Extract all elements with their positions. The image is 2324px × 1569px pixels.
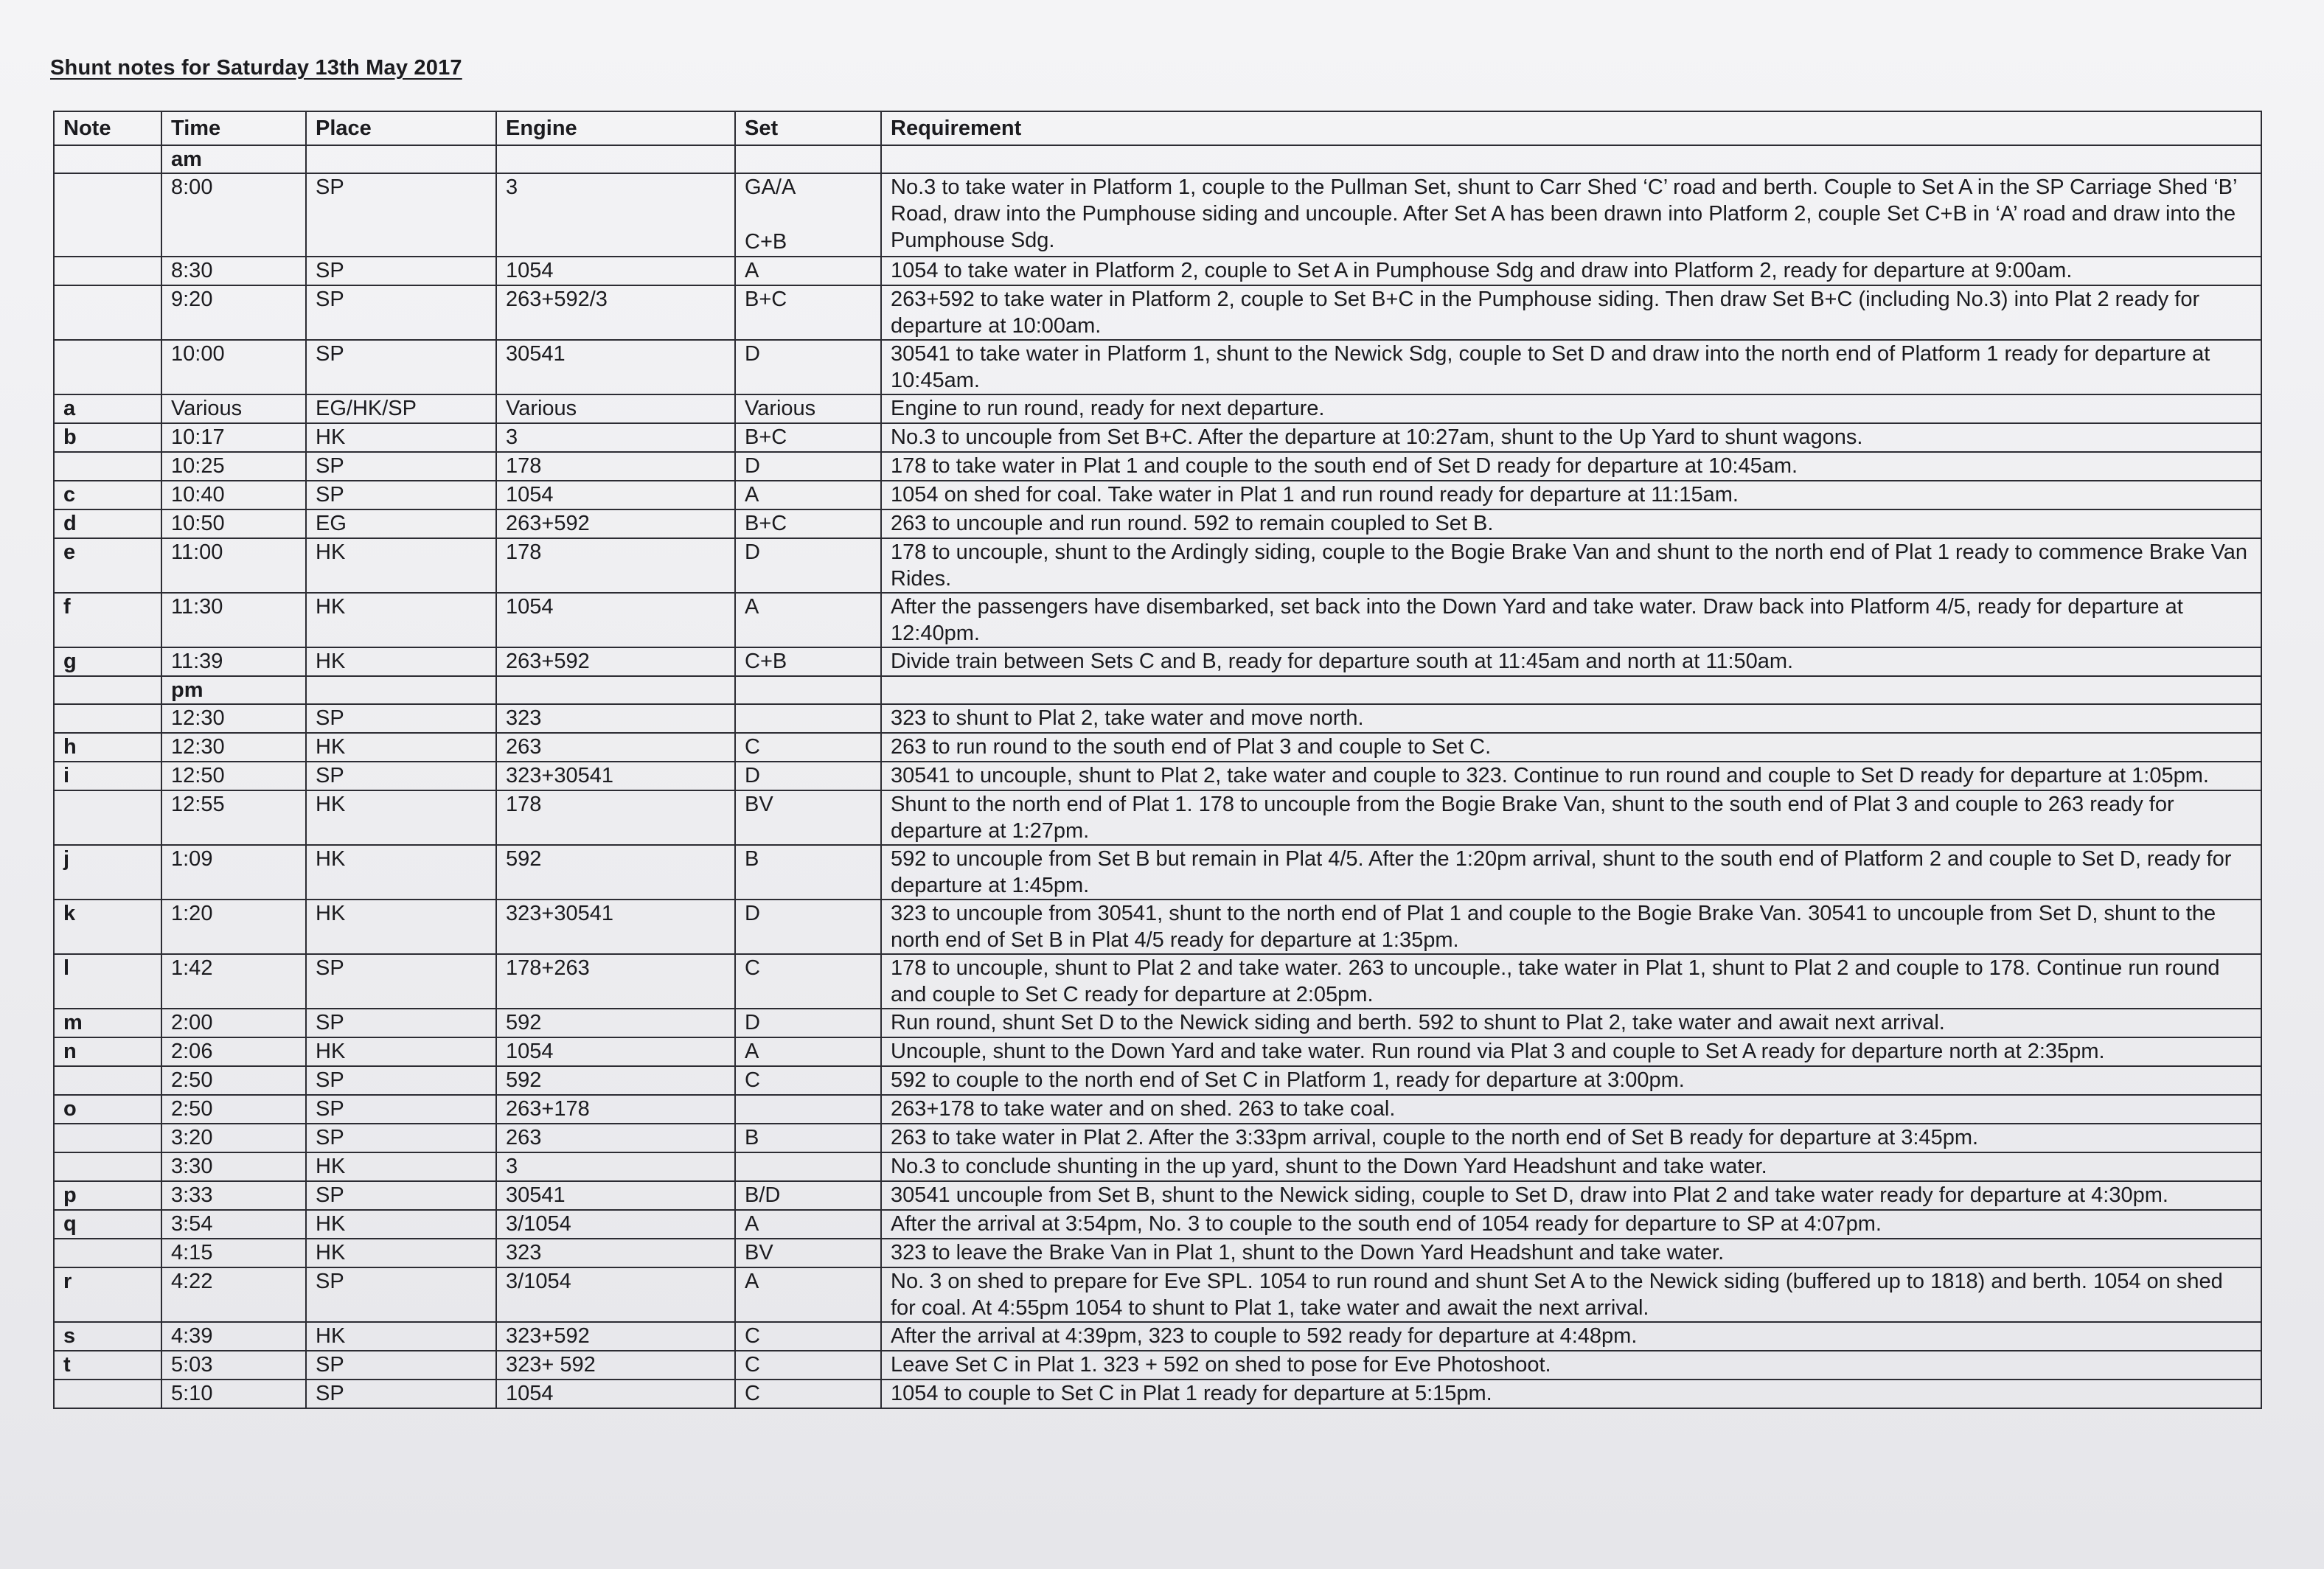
time-cell: 9:20 [161, 285, 306, 340]
set-cell [735, 790, 881, 845]
time-cell: 2:50 [161, 1095, 306, 1124]
table-row [54, 423, 2261, 452]
engine-cell: 178+263 [496, 954, 735, 1009]
time-cell: 1:09 [161, 845, 306, 900]
empty-cell [735, 145, 881, 173]
time-cell: 11:00 [161, 538, 306, 593]
set-value: C [745, 1382, 760, 1405]
set-cell [735, 647, 881, 676]
set-value: C [745, 1353, 760, 1377]
note-cell: i [54, 762, 161, 790]
engine-cell: 3/1054 [496, 1210, 735, 1239]
engine-cell: 178 [496, 538, 735, 593]
table-row [54, 481, 2261, 509]
column-header-engine: Engine [496, 111, 735, 145]
table-row [54, 704, 2261, 733]
set-value: A [745, 483, 759, 507]
place-cell: SP [306, 1267, 496, 1322]
set-cell [735, 1210, 881, 1239]
time-cell: 1:20 [161, 900, 306, 954]
note-cell: o [54, 1095, 161, 1124]
time-cell: 2:00 [161, 1009, 306, 1037]
note-cell: c [54, 481, 161, 509]
column-header-set: Set [735, 111, 881, 145]
set-cell [735, 1267, 881, 1322]
note-cell [54, 340, 161, 394]
set-value: BV [745, 793, 773, 816]
set-cell [735, 1066, 881, 1095]
time-cell: 11:30 [161, 593, 306, 647]
set-cell [735, 1152, 881, 1181]
note-cell: a [54, 394, 161, 423]
requirement-cell: Leave Set C in Plat 1. 323 + 592 on shed to pose for Eve Photoshoot. [881, 1351, 2261, 1380]
set-cell [735, 1181, 881, 1210]
place-cell: HK [306, 790, 496, 845]
requirement-cell: No.3 to conclude shunting in the up yard, shunt to the Down Yard Headshunt and take water. [881, 1152, 2261, 1181]
table-row [54, 1152, 2261, 1181]
engine-cell: 263+592 [496, 647, 735, 676]
place-cell: SP [306, 1124, 496, 1152]
time-cell: 8:00 [161, 173, 306, 257]
engine-cell: 323+592 [496, 1322, 735, 1351]
engine-cell: 1054 [496, 481, 735, 509]
place-cell: SP [306, 1380, 496, 1408]
table-row [54, 790, 2261, 845]
requirement-cell: After the passengers have disembarked, set back into the Down Yard and take water. Draw back into Platform 4/5, ready for departure at 12:40pm. [881, 593, 2261, 647]
place-cell: SP [306, 285, 496, 340]
time-cell: 11:39 [161, 647, 306, 676]
page-title: Shunt notes for Saturday 13th May 2017 [50, 56, 462, 80]
set-cell [735, 538, 881, 593]
place-cell: SP [306, 704, 496, 733]
requirement-cell: Uncouple, shunt to the Down Yard and take water. Run round via Plat 3 and couple to Set A ready for departure north at 2:35pm. [881, 1037, 2261, 1066]
set-cell [735, 1124, 881, 1152]
place-cell: HK [306, 845, 496, 900]
place-cell: SP [306, 481, 496, 509]
table-row [54, 733, 2261, 762]
table-body [54, 145, 2261, 1408]
time-cell: 3:33 [161, 1181, 306, 1210]
empty-cell [54, 145, 161, 173]
engine-cell: 263+178 [496, 1095, 735, 1124]
set-cell [735, 1239, 881, 1267]
note-cell [54, 1124, 161, 1152]
engine-cell: 323+30541 [496, 900, 735, 954]
table-row [54, 1239, 2261, 1267]
set-cell [735, 1009, 881, 1037]
requirement-cell: 178 to uncouple, shunt to the Ardingly siding, couple to the Bogie Brake Van and shunt to the north end of Plat 1 ready to commence Brake Van Rides. [881, 538, 2261, 593]
set-cell [735, 1322, 881, 1351]
requirement-cell: After the arrival at 3:54pm, No. 3 to couple to the south end of 1054 ready for departure to SP at 4:07pm. [881, 1210, 2261, 1239]
note-cell [54, 1152, 161, 1181]
set-cell [735, 285, 881, 340]
time-cell: 4:22 [161, 1267, 306, 1322]
requirement-cell: 592 to uncouple from Set B but remain in Plat 4/5. After the 1:20pm arrival, shunt to the south end of Platform 2 and couple to Set D, ready for departure at 1:45pm. [881, 845, 2261, 900]
period-separator-row [54, 145, 2261, 173]
column-header-note: Note [54, 111, 161, 145]
place-cell: SP [306, 1181, 496, 1210]
engine-cell: 178 [496, 790, 735, 845]
table-row [54, 1066, 2261, 1095]
place-cell: HK [306, 1210, 496, 1239]
set-cell [735, 257, 881, 285]
engine-cell: 263+592/3 [496, 285, 735, 340]
set-value: C+B [745, 650, 787, 673]
note-cell: g [54, 647, 161, 676]
place-cell: SP [306, 173, 496, 257]
column-header-time: Time [161, 111, 306, 145]
set-cell [735, 1095, 881, 1124]
period-label: am [161, 145, 306, 173]
note-cell [54, 452, 161, 481]
engine-cell: 592 [496, 1066, 735, 1095]
time-cell: 12:30 [161, 733, 306, 762]
set-value: Various [745, 397, 816, 420]
engine-cell: 592 [496, 845, 735, 900]
time-cell: 5:10 [161, 1380, 306, 1408]
time-cell: 2:06 [161, 1037, 306, 1066]
requirement-cell: 178 to uncouple, shunt to Plat 2 and take water. 263 to uncouple., take water in Plat 1, shunt to Plat 2 and couple to 178. Continue run round and couple to Set C ready for departure at 2:05pm. [881, 954, 2261, 1009]
engine-cell: 263+592 [496, 509, 735, 538]
note-cell [54, 257, 161, 285]
note-cell: h [54, 733, 161, 762]
time-cell: 12:55 [161, 790, 306, 845]
engine-cell: 3 [496, 423, 735, 452]
engine-cell: 3 [496, 1152, 735, 1181]
requirement-cell: 592 to couple to the north end of Set C in Platform 1, ready for departure at 3:00pm. [881, 1066, 2261, 1095]
requirement-cell: Shunt to the north end of Plat 1. 178 to uncouple from the Bogie Brake Van, shunt to the south end of Plat 3 and couple to 263 ready for departure at 1:27pm. [881, 790, 2261, 845]
set-value: B+C [745, 425, 787, 449]
time-cell: 8:30 [161, 257, 306, 285]
requirement-cell: 263 to run round to the south end of Plat 3 and couple to Set C. [881, 733, 2261, 762]
requirement-cell: Run round, shunt Set D to the Newick siding and berth. 592 to shunt to Plat 2, take water and await next arrival. [881, 1009, 2261, 1037]
place-cell: HK [306, 1239, 496, 1267]
set-value: A [745, 1270, 759, 1293]
note-cell [54, 790, 161, 845]
empty-cell [54, 676, 161, 704]
note-cell: m [54, 1009, 161, 1037]
table-row [54, 173, 2261, 257]
empty-cell [496, 676, 735, 704]
table-row [54, 954, 2261, 1009]
table-row [54, 845, 2261, 900]
set-value: A [745, 1212, 759, 1236]
note-cell [54, 1066, 161, 1095]
engine-cell: 1054 [496, 1380, 735, 1408]
note-cell: t [54, 1351, 161, 1380]
table-row [54, 1210, 2261, 1239]
set-value [745, 705, 873, 732]
set-value [745, 1153, 873, 1180]
note-cell: e [54, 538, 161, 593]
requirement-cell: Engine to run round, ready for next departure. [881, 394, 2261, 423]
place-cell: SP [306, 1009, 496, 1037]
time-cell: 10:17 [161, 423, 306, 452]
table-row [54, 509, 2261, 538]
engine-cell: 592 [496, 1009, 735, 1037]
set-value: B [745, 847, 759, 871]
requirement-cell: 263+178 to take water and on shed. 263 to take coal. [881, 1095, 2261, 1124]
set-value: B+C [745, 288, 787, 311]
requirement-cell: No. 3 on shed to prepare for Eve SPL. 1054 to run round and shunt Set A to the Newick siding (buffered up to 1818) and berth. 1054 on shed for coal. At 4:55pm 1054 to shunt to Plat 1, take water and await the next arrival. [881, 1267, 2261, 1322]
place-cell: SP [306, 762, 496, 790]
place-cell: HK [306, 593, 496, 647]
note-cell: j [54, 845, 161, 900]
empty-cell [881, 676, 2261, 704]
time-cell: 5:03 [161, 1351, 306, 1380]
note-cell: s [54, 1322, 161, 1351]
requirement-cell: 263+592 to take water in Platform 2, couple to Set B+C in the Pumphouse siding. Then draw Set B+C (including No.3) into Plat 2 ready for departure at 10:00am. [881, 285, 2261, 340]
place-cell: HK [306, 423, 496, 452]
time-cell: 1:42 [161, 954, 306, 1009]
set-value: GA/A [745, 175, 796, 199]
requirement-cell: After the arrival at 4:39pm, 323 to couple to 592 ready for departure at 4:48pm. [881, 1322, 2261, 1351]
empty-cell [496, 145, 735, 173]
table-row [54, 1037, 2261, 1066]
note-cell [54, 173, 161, 257]
time-cell: 3:30 [161, 1152, 306, 1181]
table-row [54, 1095, 2261, 1124]
place-cell: SP [306, 452, 496, 481]
place-cell: HK [306, 1152, 496, 1181]
table-row [54, 1267, 2261, 1322]
note-cell: q [54, 1210, 161, 1239]
note-cell [54, 704, 161, 733]
engine-cell: 1054 [496, 1037, 735, 1066]
time-cell: 12:50 [161, 762, 306, 790]
requirement-cell: 1054 on shed for coal. Take water in Plat 1 and run round ready for departure at 11:15am. [881, 481, 2261, 509]
requirement-cell: 30541 to take water in Platform 1, shunt to the Newick Sdg, couple to Set D and draw into the north end of Platform 1 ready for departure at 10:45am. [881, 340, 2261, 394]
period-label: pm [161, 676, 306, 704]
requirement-cell: 323 to leave the Brake Van in Plat 1, shunt to the Down Yard Headshunt and take water. [881, 1239, 2261, 1267]
set-value: B+C [745, 512, 787, 535]
note-cell: l [54, 954, 161, 1009]
time-cell: 4:39 [161, 1322, 306, 1351]
table-row [54, 285, 2261, 340]
engine-cell: 3/1054 [496, 1267, 735, 1322]
table-row [54, 394, 2261, 423]
engine-cell: 178 [496, 452, 735, 481]
time-cell: 2:50 [161, 1066, 306, 1095]
set-cell [735, 733, 881, 762]
place-cell: SP [306, 257, 496, 285]
note-cell: b [54, 423, 161, 452]
time-cell: 10:00 [161, 340, 306, 394]
engine-cell: 1054 [496, 593, 735, 647]
empty-cell [735, 676, 881, 704]
requirement-cell: No.3 to uncouple from Set B+C. After the departure at 10:27am, shunt to the Up Yard to shunt wagons. [881, 423, 2261, 452]
set-value: BV [745, 1241, 773, 1264]
table-row [54, 1124, 2261, 1152]
time-cell: 3:20 [161, 1124, 306, 1152]
time-cell: 10:25 [161, 452, 306, 481]
note-cell [54, 285, 161, 340]
set-value [745, 201, 873, 229]
requirement-cell: 263 to take water in Plat 2. After the 3:33pm arrival, couple to the north end of Set B ready for departure at 3:45pm. [881, 1124, 2261, 1152]
set-value: B [745, 1126, 759, 1149]
table-row [54, 340, 2261, 394]
engine-cell: 30541 [496, 340, 735, 394]
set-cell [735, 954, 881, 1009]
set-value: D [745, 342, 760, 366]
note-cell [54, 1239, 161, 1267]
requirement-cell: 1054 to couple to Set C in Plat 1 ready for departure at 5:15pm. [881, 1380, 2261, 1408]
set-value: D [745, 1011, 760, 1034]
engine-cell: 263 [496, 1124, 735, 1152]
requirement-cell: 263 to uncouple and run round. 592 to remain coupled to Set B. [881, 509, 2261, 538]
set-cell [735, 423, 881, 452]
engine-cell: 323 [496, 704, 735, 733]
note-cell: f [54, 593, 161, 647]
table-row [54, 1322, 2261, 1351]
place-cell: HK [306, 733, 496, 762]
time-cell: 12:30 [161, 704, 306, 733]
set-value: B/D [745, 1183, 781, 1207]
place-cell: HK [306, 1037, 496, 1066]
set-value: C+B [745, 230, 787, 254]
set-cell [735, 452, 881, 481]
engine-cell: 1054 [496, 257, 735, 285]
set-cell [735, 394, 881, 423]
set-value: D [745, 902, 760, 925]
column-header-place: Place [306, 111, 496, 145]
period-separator-row [54, 676, 2261, 704]
empty-cell [306, 676, 496, 704]
time-cell: 4:15 [161, 1239, 306, 1267]
place-cell: HK [306, 538, 496, 593]
time-cell: 10:50 [161, 509, 306, 538]
requirement-cell: 178 to take water in Plat 1 and couple to the south end of Set D ready for departure at 10:45am. [881, 452, 2261, 481]
place-cell: SP [306, 1066, 496, 1095]
header-row [54, 111, 2261, 145]
table-row [54, 538, 2261, 593]
table-row [54, 593, 2261, 647]
time-cell: 10:40 [161, 481, 306, 509]
table-row [54, 900, 2261, 954]
note-cell [54, 1380, 161, 1408]
table-row [54, 1351, 2261, 1380]
engine-cell: 3 [496, 173, 735, 257]
set-value: D [745, 454, 760, 478]
requirement-cell: 323 to uncouple from 30541, shunt to the north end of Plat 1 and couple to the Bogie Brake Van. 30541 to uncouple from Set D, shunt to the north end of Set B in Plat 4/5 ready for departure at 1:35pm. [881, 900, 2261, 954]
table-row [54, 1380, 2261, 1408]
requirement-cell: 323 to shunt to Plat 2, take water and move north. [881, 704, 2261, 733]
set-cell [735, 1380, 881, 1408]
note-cell: n [54, 1037, 161, 1066]
set-cell [735, 762, 881, 790]
requirement-cell: 1054 to take water in Platform 2, couple to Set A in Pumphouse Sdg and draw into Platform 2, ready for departure at 9:00am. [881, 257, 2261, 285]
set-cell [735, 509, 881, 538]
set-cell [735, 900, 881, 954]
place-cell: SP [306, 954, 496, 1009]
place-cell: EG/HK/SP [306, 394, 496, 423]
table-row [54, 1009, 2261, 1037]
empty-cell [881, 145, 2261, 173]
set-value: C [745, 1324, 760, 1348]
requirement-cell: 30541 to uncouple, shunt to Plat 2, take water and couple to 323. Continue to run round and couple to Set D ready for departure at 1:05pm. [881, 762, 2261, 790]
note-cell: k [54, 900, 161, 954]
set-value: C [745, 1068, 760, 1092]
table-row [54, 452, 2261, 481]
set-value: A [745, 259, 759, 282]
set-value: C [745, 956, 760, 980]
place-cell: HK [306, 900, 496, 954]
engine-cell: 323+30541 [496, 762, 735, 790]
table-row [54, 1181, 2261, 1210]
set-cell [735, 481, 881, 509]
time-cell: Various [161, 394, 306, 423]
place-cell: SP [306, 340, 496, 394]
set-cell [735, 1351, 881, 1380]
requirement-cell: No.3 to take water in Platform 1, couple to the Pullman Set, shunt to Carr Shed ‘C’ road and berth. Couple to Set A in the SP Carriage Shed ‘B’ Road, draw into the Pumphouse siding and uncouple. After Set A has been drawn into Platform 2, couple Set C+B in ‘A’ road and draw into the Pumphouse Sdg. [881, 173, 2261, 257]
note-cell: r [54, 1267, 161, 1322]
requirement-cell: Divide train between Sets C and B, ready for departure south at 11:45am and north at 11:50am. [881, 647, 2261, 676]
engine-cell: Various [496, 394, 735, 423]
note-cell: p [54, 1181, 161, 1210]
engine-cell: 30541 [496, 1181, 735, 1210]
engine-cell: 263 [496, 733, 735, 762]
set-cell [735, 1037, 881, 1066]
time-cell: 3:54 [161, 1210, 306, 1239]
note-cell: d [54, 509, 161, 538]
table-row [54, 257, 2261, 285]
place-cell: EG [306, 509, 496, 538]
requirement-cell: 30541 uncouple from Set B, shunt to the Newick siding, couple to Set D, draw into Plat 2 and take water ready for departure at 4:30pm. [881, 1181, 2261, 1210]
table-row [54, 647, 2261, 676]
engine-cell: 323 [496, 1239, 735, 1267]
set-cell [735, 704, 881, 733]
place-cell: HK [306, 1322, 496, 1351]
set-value: A [745, 595, 759, 619]
place-cell: HK [306, 647, 496, 676]
set-cell [735, 173, 881, 257]
set-cell [735, 845, 881, 900]
set-value: C [745, 735, 760, 759]
set-cell [735, 593, 881, 647]
shunt-table [53, 111, 2262, 1409]
set-value: A [745, 1040, 759, 1063]
empty-cell [306, 145, 496, 173]
set-value [745, 1096, 873, 1123]
engine-cell: 323+ 592 [496, 1351, 735, 1380]
set-value: D [745, 540, 760, 564]
set-value: D [745, 764, 760, 787]
place-cell: SP [306, 1095, 496, 1124]
column-header-requirement: Requirement [881, 111, 2261, 145]
table-row [54, 762, 2261, 790]
place-cell: SP [306, 1351, 496, 1380]
set-cell [735, 340, 881, 394]
